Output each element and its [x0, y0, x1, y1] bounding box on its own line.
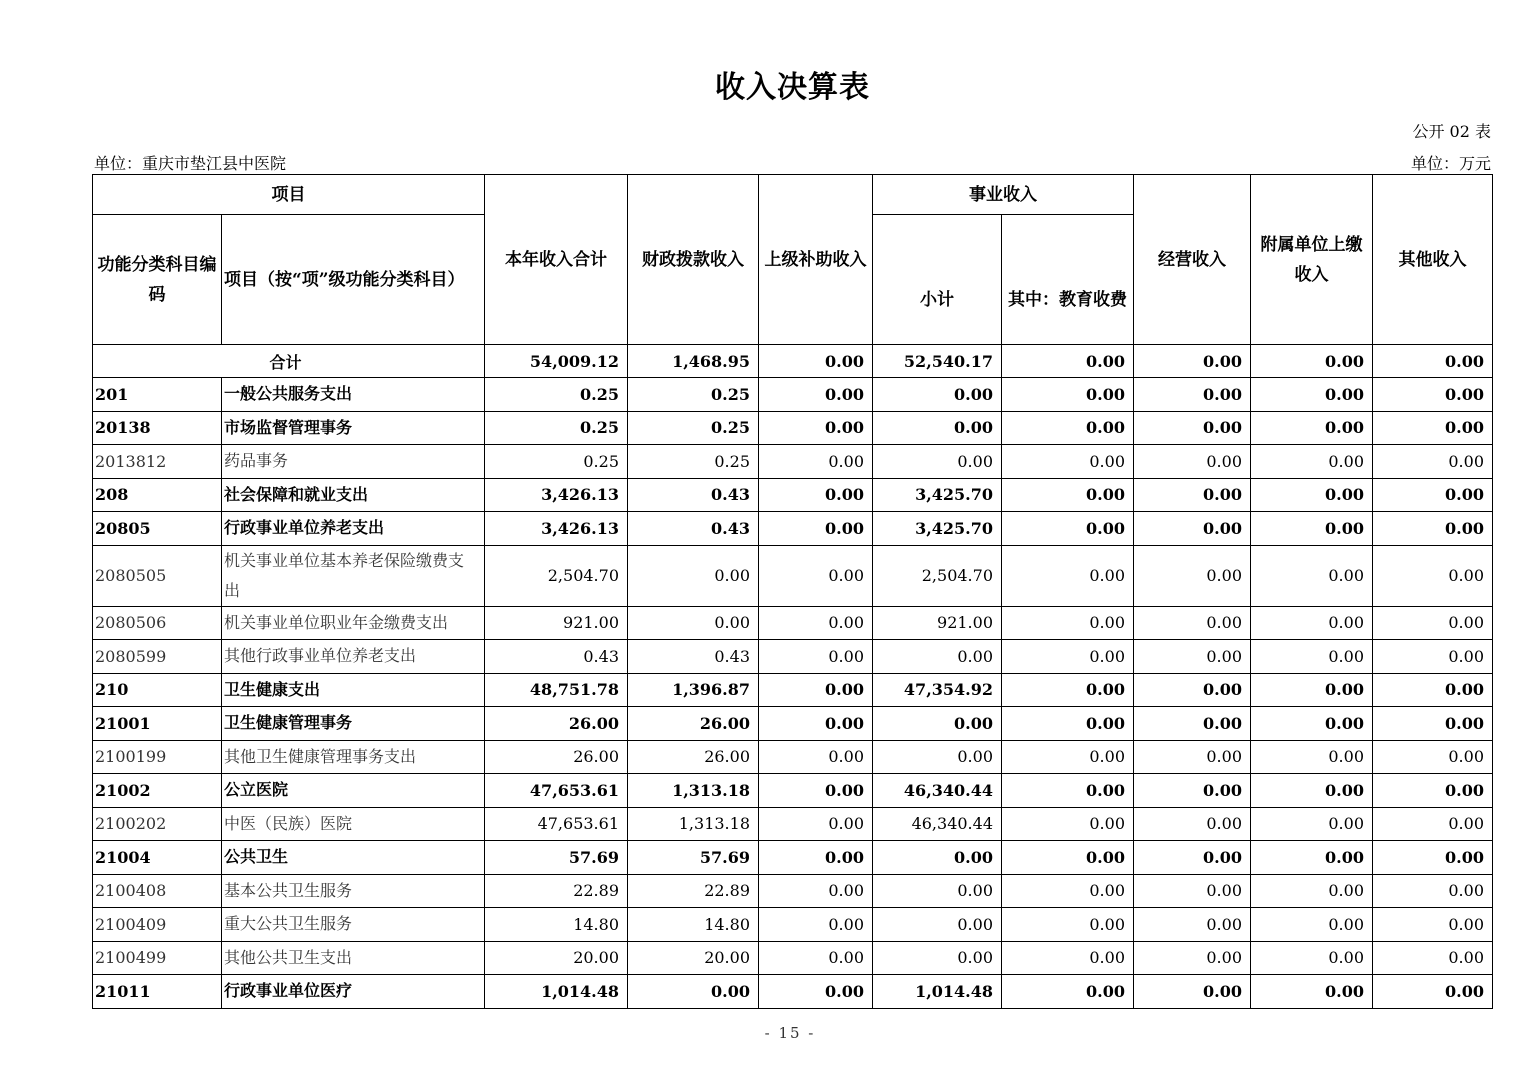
amount-cell: 47,653.61: [485, 774, 628, 808]
total-value: 0.00: [1002, 345, 1134, 378]
amount-cell: 0.25: [628, 411, 759, 445]
amount-cell: 3,426.13: [485, 478, 628, 512]
amount-cell: 0.00: [1002, 908, 1134, 942]
table-row: [93, 512, 1493, 546]
function-code: 2100499: [93, 941, 222, 975]
table-row: [93, 841, 1493, 875]
function-name: 行政事业单位养老支出: [222, 512, 485, 546]
header-affiliated-income: 附属单位上缴收入: [1251, 175, 1373, 345]
amount-cell: 0.00: [1134, 478, 1251, 512]
header-fiscal-allocation: 财政拨款收入: [628, 175, 759, 345]
amount-cell: 0.00: [1134, 411, 1251, 445]
amount-cell: 46,340.44: [873, 807, 1002, 841]
amount-cell: 0.00: [1134, 545, 1251, 606]
amount-cell: 0.00: [873, 707, 1002, 741]
amount-cell: 57.69: [485, 841, 628, 875]
amount-cell: 0.00: [759, 445, 873, 479]
amount-cell: 0.00: [1002, 378, 1134, 412]
function-code: 20138: [93, 411, 222, 445]
amount-cell: 0.00: [1251, 908, 1373, 942]
amount-cell: 0.25: [628, 445, 759, 479]
amount-cell: 0.00: [1373, 445, 1493, 479]
amount-cell: 0.00: [1373, 807, 1493, 841]
amount-cell: 0.00: [759, 478, 873, 512]
amount-cell: 0.00: [1373, 707, 1493, 741]
function-name: 中医（民族）医院: [222, 807, 485, 841]
amount-cell: 0.00: [1002, 740, 1134, 774]
amount-cell: 0.00: [628, 606, 759, 640]
amount-cell: 0.00: [1373, 640, 1493, 674]
amount-cell: 0.00: [873, 941, 1002, 975]
amount-cell: 0.00: [1373, 673, 1493, 707]
function-code: 21002: [93, 774, 222, 808]
amount-cell: 0.00: [1251, 640, 1373, 674]
function-name: 基本公共卫生服务: [222, 874, 485, 908]
amount-cell: 0.00: [1373, 512, 1493, 546]
function-code: 2013812: [93, 445, 222, 479]
amount-cell: 1,014.48: [873, 975, 1002, 1009]
function-code: 2100199: [93, 740, 222, 774]
amount-cell: 0.00: [873, 874, 1002, 908]
amount-cell: 0.00: [873, 841, 1002, 875]
amount-cell: 0.00: [1251, 545, 1373, 606]
function-name: 药品事务: [222, 445, 485, 479]
amount-cell: 0.00: [1134, 445, 1251, 479]
amount-cell: 0.00: [1251, 606, 1373, 640]
amount-cell: 0.00: [1251, 445, 1373, 479]
amount-cell: 0.00: [1251, 740, 1373, 774]
function-name: 其他行政事业单位养老支出: [222, 640, 485, 674]
amount-cell: 0.00: [1134, 841, 1251, 875]
amount-cell: 0.00: [1373, 545, 1493, 606]
amount-cell: 1,313.18: [628, 774, 759, 808]
amount-cell: 47,653.61: [485, 807, 628, 841]
total-value: 0.00: [1134, 345, 1251, 378]
amount-cell: 0.00: [759, 378, 873, 412]
table-row: [93, 545, 1493, 606]
function-name: 其他公共卫生支出: [222, 941, 485, 975]
amount-cell: 1,313.18: [628, 807, 759, 841]
amount-cell: 2,504.70: [485, 545, 628, 606]
table-row: [93, 673, 1493, 707]
function-name: 机关事业单位职业年金缴费支出: [222, 606, 485, 640]
table-row: [93, 774, 1493, 808]
amount-cell: 0.00: [1134, 975, 1251, 1009]
amount-cell: 1,396.87: [628, 673, 759, 707]
amount-cell: 0.00: [759, 545, 873, 606]
amount-cell: 0.00: [1134, 707, 1251, 741]
amount-cell: 0.25: [485, 445, 628, 479]
amount-cell: 0.00: [1002, 807, 1134, 841]
function-code: 2080506: [93, 606, 222, 640]
function-code: 2100409: [93, 908, 222, 942]
function-name: 公共卫生: [222, 841, 485, 875]
header-education-fee: 其中：教育收费: [1002, 215, 1134, 345]
table-row: [93, 908, 1493, 942]
table-row: [93, 807, 1493, 841]
header-function-name: 项目（按“项”级功能分类科目）: [222, 215, 485, 345]
amount-cell: 26.00: [485, 740, 628, 774]
amount-cell: 0.00: [1251, 807, 1373, 841]
header-operating-income: 经营收入: [1134, 175, 1251, 345]
amount-cell: 0.00: [1002, 975, 1134, 1009]
function-name: 其他卫生健康管理事务支出: [222, 740, 485, 774]
total-label: 合计: [93, 345, 485, 378]
header-subtotal: 小计: [873, 215, 1002, 345]
amount-cell: 0.00: [759, 707, 873, 741]
table-row: [93, 606, 1493, 640]
amount-cell: 0.00: [1002, 478, 1134, 512]
function-name: 一般公共服务支出: [222, 378, 485, 412]
header-total-income: 本年收入合计: [485, 175, 628, 345]
function-code: 20805: [93, 512, 222, 546]
amount-cell: 2,504.70: [873, 545, 1002, 606]
page-number: - 15 -: [764, 1024, 816, 1042]
amount-cell: 0.00: [759, 874, 873, 908]
amount-cell: 921.00: [485, 606, 628, 640]
function-name: 卫生健康管理事务: [222, 707, 485, 741]
amount-cell: 3,425.70: [873, 478, 1002, 512]
total-value: 52,540.17: [873, 345, 1002, 378]
amount-cell: 0.00: [759, 512, 873, 546]
function-name: 行政事业单位医疗: [222, 975, 485, 1009]
table-row: [93, 874, 1493, 908]
amount-cell: 0.00: [1251, 874, 1373, 908]
amount-cell: 0.00: [628, 975, 759, 1009]
amount-cell: 14.80: [628, 908, 759, 942]
amount-cell: 48,751.78: [485, 673, 628, 707]
amount-cell: 22.89: [628, 874, 759, 908]
amount-cell: 0.00: [873, 378, 1002, 412]
amount-cell: 0.00: [1251, 673, 1373, 707]
function-code: 21001: [93, 707, 222, 741]
amount-cell: 0.00: [1251, 975, 1373, 1009]
amount-cell: 0.00: [1134, 908, 1251, 942]
amount-cell: 0.00: [759, 640, 873, 674]
amount-cell: 0.00: [1002, 841, 1134, 875]
header-other-income: 其他收入: [1373, 175, 1493, 345]
amount-cell: 20.00: [628, 941, 759, 975]
function-code: 21004: [93, 841, 222, 875]
total-value: 0.00: [759, 345, 873, 378]
amount-cell: 0.25: [485, 378, 628, 412]
amount-cell: 0.00: [1373, 606, 1493, 640]
amount-cell: 0.00: [1373, 378, 1493, 412]
amount-cell: 0.00: [1002, 512, 1134, 546]
amount-cell: 3,426.13: [485, 512, 628, 546]
currency-unit: 单位：万元: [1410, 154, 1491, 173]
amount-cell: 0.00: [1002, 606, 1134, 640]
amount-cell: 0.00: [1373, 774, 1493, 808]
amount-cell: 0.00: [1002, 941, 1134, 975]
amount-cell: 0.00: [1002, 707, 1134, 741]
function-name: 市场监督管理事务: [222, 411, 485, 445]
amount-cell: 46,340.44: [873, 774, 1002, 808]
amount-cell: 0.43: [628, 512, 759, 546]
amount-cell: 0.00: [1373, 874, 1493, 908]
total-row: [93, 345, 1493, 378]
amount-cell: 1,014.48: [485, 975, 628, 1009]
amount-cell: 0.43: [628, 640, 759, 674]
amount-cell: 0.00: [1134, 606, 1251, 640]
total-value: 0.00: [1373, 345, 1493, 378]
amount-cell: 0.00: [873, 411, 1002, 445]
total-value: 1,468.95: [628, 345, 759, 378]
table-row: [93, 640, 1493, 674]
amount-cell: 0.00: [1134, 640, 1251, 674]
function-code: 2100408: [93, 874, 222, 908]
total-value: 54,009.12: [485, 345, 628, 378]
amount-cell: 0.00: [759, 975, 873, 1009]
amount-cell: 0.00: [1134, 807, 1251, 841]
amount-cell: 0.00: [1134, 774, 1251, 808]
amount-cell: 0.00: [1002, 640, 1134, 674]
function-name: 公立医院: [222, 774, 485, 808]
amount-cell: 0.00: [1002, 774, 1134, 808]
amount-cell: 0.00: [1373, 908, 1493, 942]
header-item-group: 项目: [93, 175, 485, 215]
amount-cell: 0.00: [1134, 941, 1251, 975]
amount-cell: 20.00: [485, 941, 628, 975]
function-name: 重大公共卫生服务: [222, 908, 485, 942]
amount-cell: 0.00: [759, 774, 873, 808]
amount-cell: 26.00: [485, 707, 628, 741]
table-row: [93, 378, 1493, 412]
amount-cell: 0.00: [759, 740, 873, 774]
table-row: [93, 707, 1493, 741]
amount-cell: 0.25: [485, 411, 628, 445]
amount-cell: 0.00: [1002, 411, 1134, 445]
amount-cell: 0.00: [1251, 774, 1373, 808]
amount-cell: 0.00: [1251, 478, 1373, 512]
amount-cell: 0.00: [1134, 874, 1251, 908]
amount-cell: 0.00: [1002, 445, 1134, 479]
amount-cell: 0.00: [1373, 478, 1493, 512]
amount-cell: 0.00: [1251, 941, 1373, 975]
amount-cell: 0.00: [1373, 975, 1493, 1009]
function-code: 210: [93, 673, 222, 707]
table-row: [93, 740, 1493, 774]
function-code: 2100202: [93, 807, 222, 841]
amount-cell: 0.00: [1134, 740, 1251, 774]
amount-cell: 0.00: [1251, 707, 1373, 741]
table-row: [93, 941, 1493, 975]
amount-cell: 3,425.70: [873, 512, 1002, 546]
function-code: 208: [93, 478, 222, 512]
amount-cell: 0.00: [1002, 874, 1134, 908]
amount-cell: 0.00: [759, 807, 873, 841]
amount-cell: 0.00: [1251, 512, 1373, 546]
function-name: 机关事业单位基本养老保险缴费支出: [222, 545, 485, 606]
amount-cell: 0.00: [1373, 740, 1493, 774]
amount-cell: 0.00: [759, 411, 873, 445]
amount-cell: 26.00: [628, 740, 759, 774]
amount-cell: 0.00: [1134, 378, 1251, 412]
table-row: [93, 445, 1493, 479]
amount-cell: 0.00: [759, 941, 873, 975]
amount-cell: 0.00: [1251, 411, 1373, 445]
amount-cell: 0.00: [1373, 941, 1493, 975]
amount-cell: 0.00: [1251, 378, 1373, 412]
amount-cell: 57.69: [628, 841, 759, 875]
function-code: 2080505: [93, 545, 222, 606]
amount-cell: 0.00: [759, 841, 873, 875]
function-code: 2080599: [93, 640, 222, 674]
income-table: [92, 174, 1493, 1009]
table-row: [93, 975, 1493, 1009]
amount-cell: 0.00: [873, 640, 1002, 674]
amount-cell: 0.00: [1002, 673, 1134, 707]
amount-cell: 921.00: [873, 606, 1002, 640]
table-row: [93, 478, 1493, 512]
function-code: 201: [93, 378, 222, 412]
header-business-income: 事业收入: [873, 175, 1134, 215]
amount-cell: 0.00: [1251, 841, 1373, 875]
form-number: 公开 02 表: [1412, 122, 1491, 141]
table-row: [93, 411, 1493, 445]
amount-cell: 0.00: [759, 908, 873, 942]
amount-cell: 0.25: [628, 378, 759, 412]
total-value: 0.00: [1251, 345, 1373, 378]
page-title: 收入决算表: [715, 70, 870, 105]
amount-cell: 0.00: [1373, 411, 1493, 445]
amount-cell: 0.00: [873, 740, 1002, 774]
amount-cell: 0.00: [873, 908, 1002, 942]
amount-cell: 0.00: [1002, 545, 1134, 606]
amount-cell: 0.00: [1134, 673, 1251, 707]
amount-cell: 0.00: [759, 606, 873, 640]
amount-cell: 22.89: [485, 874, 628, 908]
amount-cell: 47,354.92: [873, 673, 1002, 707]
amount-cell: 14.80: [485, 908, 628, 942]
function-name: 卫生健康支出: [222, 673, 485, 707]
function-name: 社会保障和就业支出: [222, 478, 485, 512]
amount-cell: 26.00: [628, 707, 759, 741]
header-superior-subsidy: 上级补助收入: [759, 175, 873, 345]
amount-cell: 0.43: [628, 478, 759, 512]
amount-cell: 0.00: [1134, 512, 1251, 546]
reporting-unit: 单位：重庆市垫江县中医院: [94, 154, 287, 173]
amount-cell: 0.00: [759, 673, 873, 707]
function-code: 21011: [93, 975, 222, 1009]
amount-cell: 0.00: [1373, 841, 1493, 875]
amount-cell: 0.43: [485, 640, 628, 674]
header-function-code: 功能分类科目编码: [93, 215, 222, 345]
amount-cell: 0.00: [873, 445, 1002, 479]
amount-cell: 0.00: [628, 545, 759, 606]
